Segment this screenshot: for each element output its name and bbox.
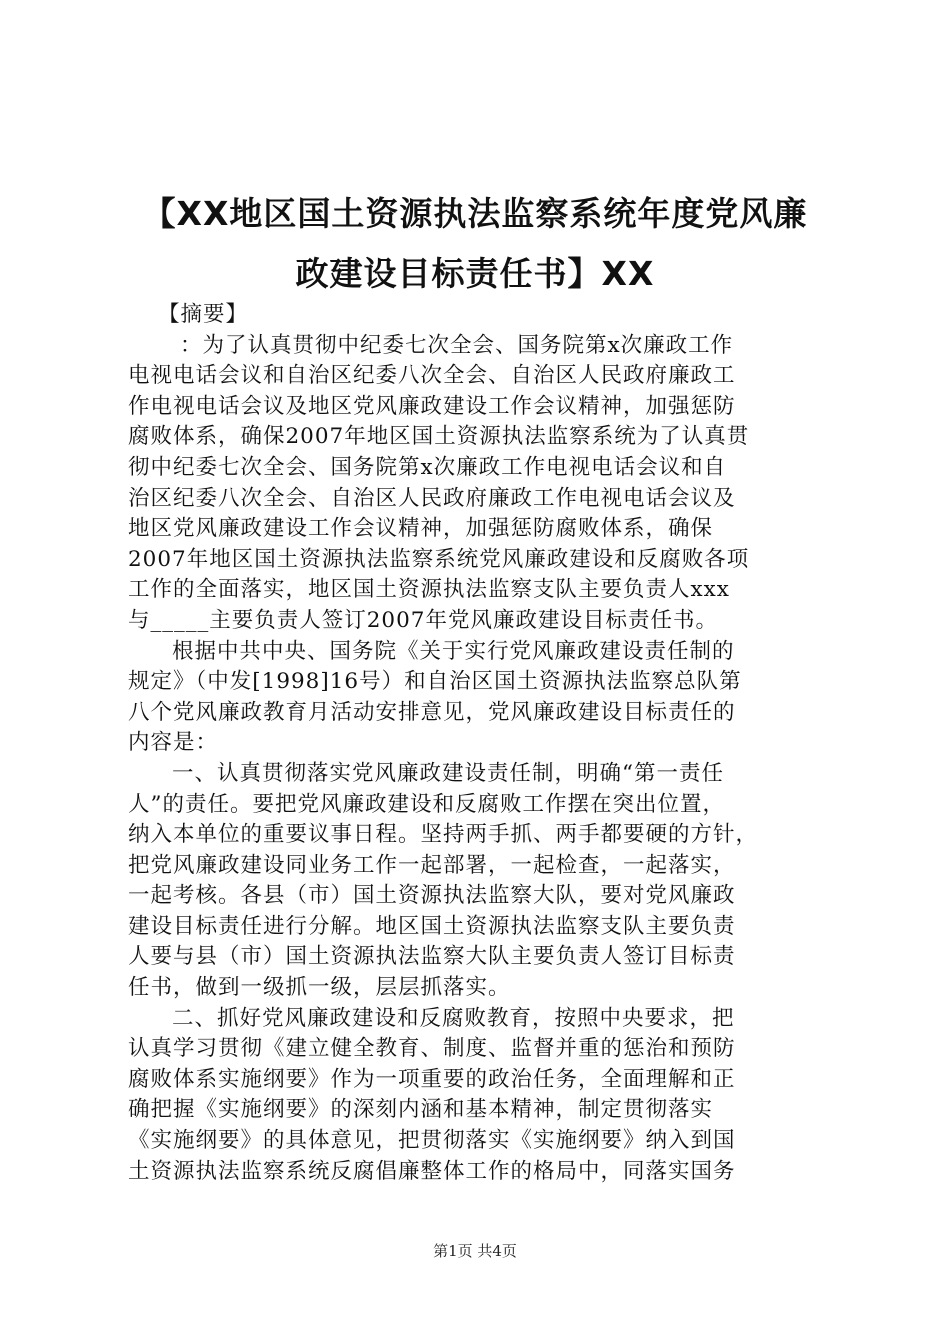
body-line: 2007年地区国土资源执法监察系统党风廉政建设和反腐败各项 bbox=[128, 546, 750, 572]
body-line: 纳入本单位的重要议事日程。坚持两手抓、两手都要硬的方针， bbox=[128, 822, 759, 848]
body-line: 作电视电话会议及地区党风廉政建设工作会议精神，加强惩防 bbox=[128, 393, 736, 419]
body-line: 电视电话会议和自治区纪委八次全会、自治区人民政府廉政工 bbox=[128, 363, 736, 389]
body-line: 腐败体系实施纲要》作为一项重要的政治任务，全面理解和正 bbox=[128, 1066, 736, 1092]
body-line: 任书，做到一级抓一级，层层抓落实。 bbox=[128, 975, 511, 1001]
body-line: 地区党风廉政建设工作会议精神，加强惩防腐败体系，确保 bbox=[128, 516, 714, 542]
document-title-line-1: 【XX地区国土资源执法监察系统年度党风廉 bbox=[142, 194, 808, 233]
page-footer: 第1页 共4页 bbox=[433, 1242, 517, 1260]
body-line: 与_____主要负责人签订2007年党风廉政建设目标责任书。 bbox=[128, 607, 718, 633]
body-line: 一、认真贯彻落实党风廉政建设责任制，明确“第一责任 bbox=[172, 760, 724, 786]
body-line: 《实施纲要》的具体意见，把贯彻落实《实施纲要》纳入到国 bbox=[128, 1128, 736, 1154]
body-line: 土资源执法监察系统反腐倡廉整体工作的格局中，同落实国务 bbox=[128, 1158, 736, 1184]
document-body bbox=[128, 300, 833, 1187]
body-line: 规定》（中发[1998]16号）和自治区国土资源执法监察总队第 bbox=[128, 669, 742, 695]
body-line: ：为了认真贯彻中纪委七次全会、国务院第x次廉政工作 bbox=[180, 332, 734, 358]
body-line: 确把握《实施纲要》的深刻内涵和基本精神，制定贯彻落实 bbox=[128, 1097, 714, 1123]
body-line: 治区纪委八次全会、自治区人民政府廉政工作电视电话会议及 bbox=[128, 485, 736, 511]
document-title-line-2: 政建设目标责任书】XX bbox=[295, 254, 655, 293]
abstract-heading: 【摘要】 bbox=[158, 302, 249, 327]
body-line: 工作的全面落实，地区国土资源执法监察支队主要负责人xxx bbox=[128, 577, 730, 603]
body-line: 八个党风廉政教育月活动安排意见，党风廉政建设目标责任的 bbox=[128, 699, 736, 725]
body-line: 根据中共中央、国务院《关于实行党风廉政建设责任制的 bbox=[172, 638, 735, 664]
body-line: 人”的责任。要把党风廉政建设和反腐败工作摆在突出位置， bbox=[128, 791, 725, 817]
body-line: 彻中纪委七次全会、国务院第x次廉政工作电视电话会议和自 bbox=[128, 454, 727, 480]
body-line: 内容是： bbox=[128, 730, 219, 756]
body-line: 建设目标责任进行分解。地区国土资源执法监察支队主要负责 bbox=[128, 913, 736, 939]
body-line: 腐败体系，确保2007年地区国土资源执法监察系统为了认真贯 bbox=[128, 424, 750, 450]
body-line: 二、抓好党风廉政建设和反腐败教育，按照中央要求，把 bbox=[172, 1005, 735, 1031]
body-line: 认真学习贯彻《建立健全教育、制度、监督并重的惩治和预防 bbox=[128, 1036, 736, 1062]
body-line: 把党风廉政建设同业务工作一起部署，一起检查，一起落实， bbox=[128, 852, 736, 878]
body-line: 人要与县（市）国土资源执法监察大队主要负责人签订目标责 bbox=[128, 944, 736, 970]
body-line: 一起考核。各县（市）国土资源执法监察大队，要对党风廉政 bbox=[128, 883, 736, 909]
